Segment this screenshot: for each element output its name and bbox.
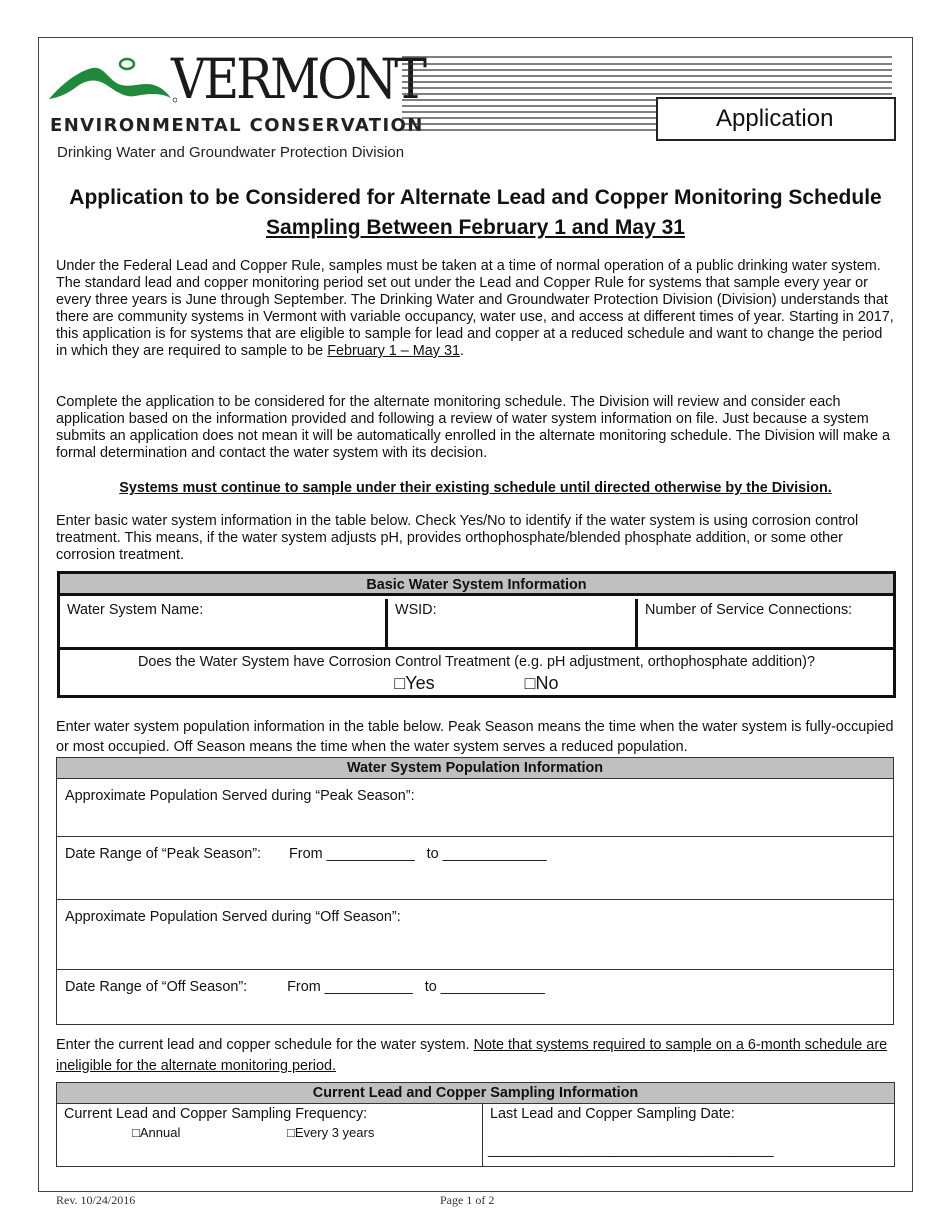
page-subtitle: Sampling Between February 1 and May 31 <box>266 216 685 239</box>
division-name: Drinking Water and Groundwater Protection Division <box>57 144 405 161</box>
logo-subtitle: ENVIRONMENTAL CONSERVATION <box>50 115 424 136</box>
application-label: Application <box>716 105 834 132</box>
off-population-label: Approximate Population Served during “Off Season”: <box>65 909 401 925</box>
important-notice: Systems must continue to sample under their existing schedule until directed otherwise by the Division. <box>119 480 832 496</box>
peak-to-blank[interactable]: to _____________ <box>426 846 547 862</box>
instructions-paragraph: Complete the application to be considered for the alternate monitoring schedule. The Division will review and consider each application based on the information provided and following a review of water system information on file. Just because a system submits an application does not mean it will be automatically enrolled in the alternate monitoring schedule. The Division will make a formal determination and contact the water system with its decision. <box>56 394 891 461</box>
off-to-blank[interactable]: to _____________ <box>424 979 545 995</box>
basic-info-header: Basic Water System Information <box>60 574 893 596</box>
basic-info-instructions: Enter basic water system information in the table below. Check Yes/No to identify if the water system is using corrosion control treatment. This means, if the water system adjusts pH, provides orthophosphate/blended phosphate addition, or some other corrosion treatment. <box>56 513 859 563</box>
application-label-box <box>656 97 896 141</box>
water-system-name-label: Water System Name: <box>67 602 204 618</box>
peak-population-label: Approximate Population Served during “Peak Season”: <box>65 788 415 804</box>
page-number: Page 1 of 2 <box>440 1193 495 1207</box>
sampling-frequency-label: Current Lead and Copper Sampling Frequency: <box>64 1106 368 1122</box>
sampling-header: Current Lead and Copper Sampling Information <box>57 1083 894 1104</box>
sampling-table <box>56 1082 895 1167</box>
vermont-dec-logo <box>45 47 424 142</box>
intro-end: . <box>459 343 464 359</box>
off-population-field[interactable] <box>57 900 893 970</box>
population-table <box>56 757 894 1025</box>
corrosion-control-options <box>60 673 893 694</box>
no-checkbox[interactable]: □No <box>524 673 559 693</box>
corrosion-control-row <box>60 647 893 695</box>
off-date-range-label: Date Range of “Off Season”: <box>65 979 248 995</box>
service-connections-field[interactable] <box>638 599 893 647</box>
schedule-instructions <box>56 1035 896 1077</box>
water-system-name-field[interactable] <box>60 599 388 647</box>
intro-paragraph <box>56 258 896 360</box>
page-title: Application to be Considered for Alternate Lead and Copper Monitoring Schedule <box>69 186 882 209</box>
off-date-range-field[interactable] <box>57 970 893 1025</box>
last-sampling-date-label: Last Lead and Copper Sampling Date: <box>490 1106 735 1122</box>
service-connections-label: Number of Service Connections: <box>645 602 853 618</box>
peak-date-range-label: Date Range of “Peak Season”: <box>65 846 261 862</box>
yes-checkbox[interactable]: □Yes <box>394 673 435 693</box>
intro-text: Under the Federal Lead and Copper Rule, samples must be taken at a time of normal operation of a public drinking water system. The standard lead and copper monitoring period set out under the Lead and Copper Rule for systems that sample every year or every three years is June through September. The Drinking Water and Groundwater Protection Division (Division) understands that there are community systems in Vermont with variable occupancy, water use, and access at different times of year. Starting in 2017, this application is for systems that are eligible to sample for lead and copper at a reduced schedule and want to change the period in which they are required to sample to be <box>56 258 894 359</box>
wsid-label: WSID: <box>395 602 437 618</box>
peak-date-range-field[interactable] <box>57 837 893 900</box>
schedule-ineligible-note: Note that systems required to sample on a 6-month schedule are ineligible for the alternate monitoring period. <box>56 1037 888 1074</box>
every-3-years-checkbox[interactable]: □Every 3 years <box>287 1125 375 1140</box>
last-sampling-date-cell <box>483 1104 894 1166</box>
peak-population-field[interactable] <box>57 779 893 837</box>
off-from-blank[interactable]: From ___________ <box>287 979 413 995</box>
sampling-frequency-options <box>64 1125 475 1140</box>
basic-info-table <box>57 571 896 698</box>
revision-date: Rev. 10/24/2016 <box>56 1193 136 1207</box>
schedule-instructions-text: Enter the current lead and copper schedule for the water system. <box>56 1037 474 1053</box>
annual-checkbox[interactable]: □Annual <box>132 1125 181 1140</box>
mountain-logo-icon <box>47 54 177 109</box>
last-sampling-date-blank[interactable]: ______________________________________ <box>488 1142 774 1158</box>
wsid-field[interactable] <box>388 599 638 647</box>
corrosion-control-question: Does the Water System have Corrosion Control Treatment (e.g. pH adjustment, orthophosphate addition)? <box>138 654 815 670</box>
intro-date-range: February 1 – May 31 <box>327 343 460 359</box>
sampling-frequency-cell <box>57 1104 483 1166</box>
population-instructions: Enter water system population information in the table below. Peak Season means the time when the water system is fully-occupied or most occupied. Off Season means the time when the water system serves a reduced population. <box>56 719 894 755</box>
population-header: Water System Population Information <box>57 758 893 779</box>
logo-vermont-text: VERMONT <box>171 47 424 112</box>
peak-from-blank[interactable]: From ___________ <box>289 846 415 862</box>
